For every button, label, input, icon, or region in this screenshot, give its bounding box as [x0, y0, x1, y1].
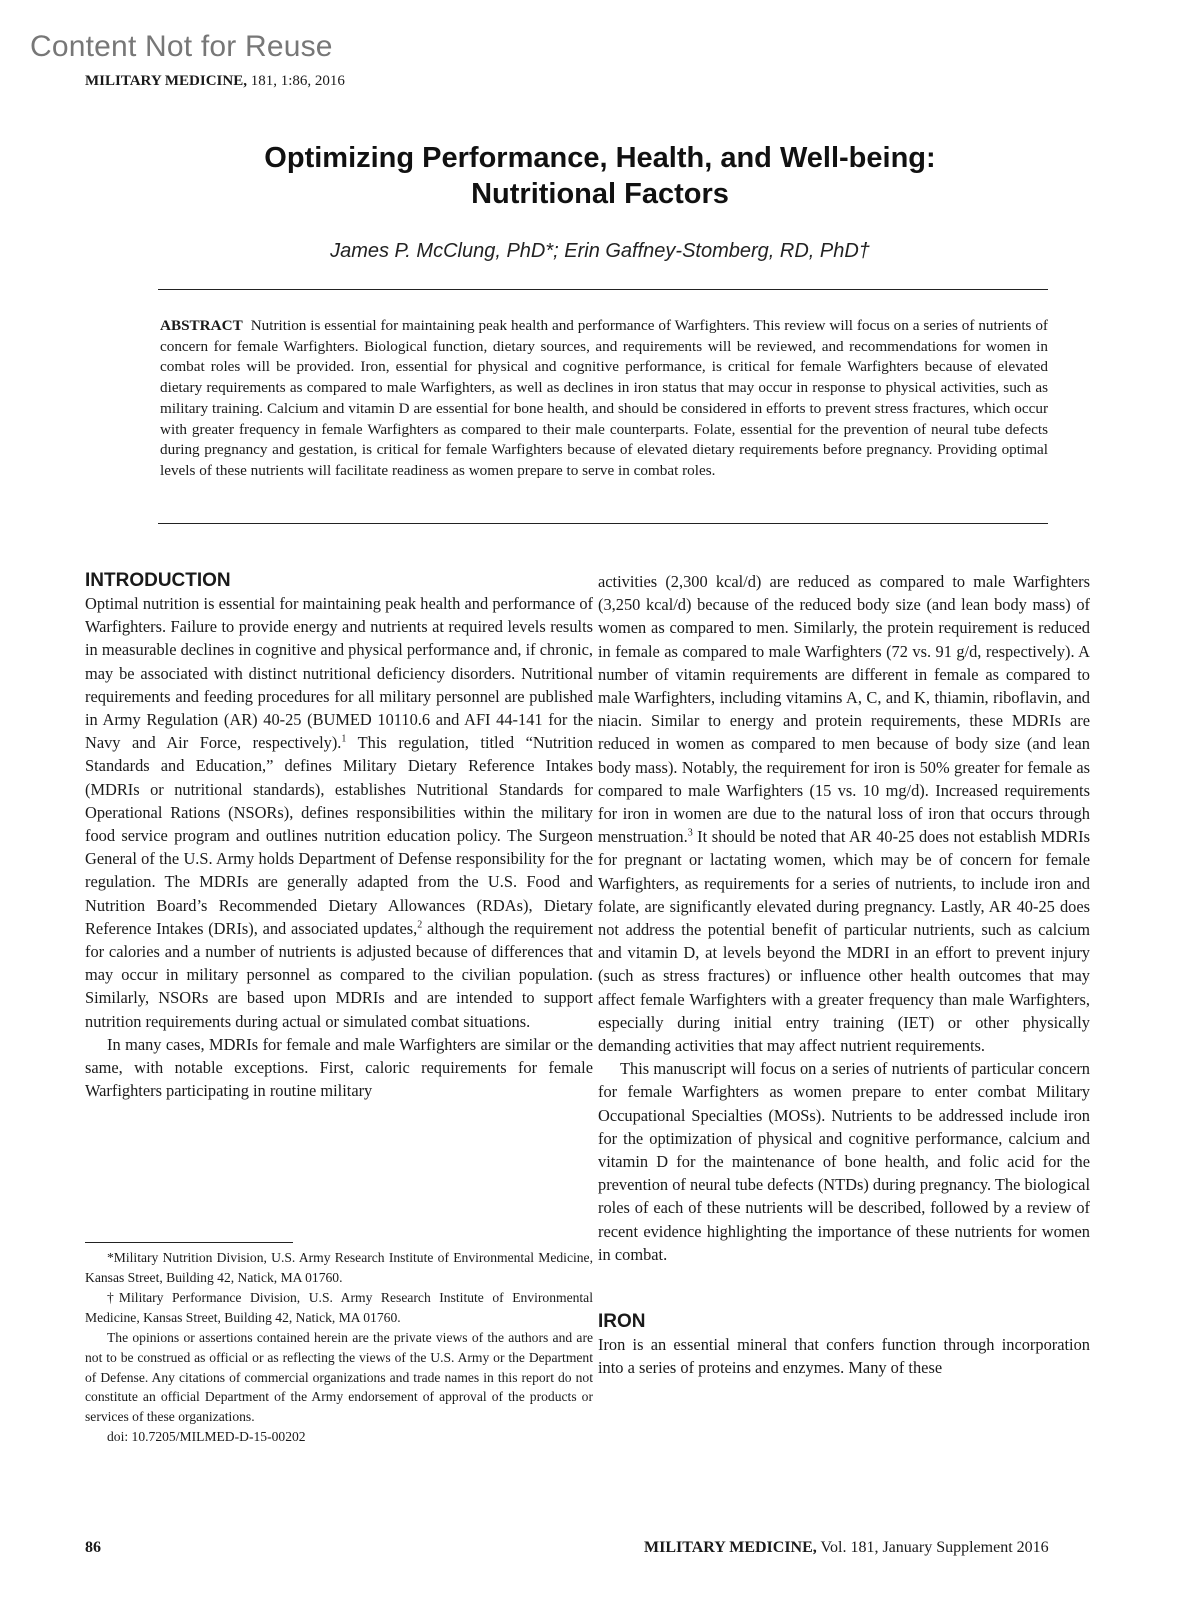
reference-2: 2 — [417, 919, 423, 931]
footer-issue: Vol. 181, January Supplement 2016 — [820, 1539, 1049, 1556]
iron-heading: IRON — [598, 1311, 646, 1333]
journal-name: MILITARY MEDICINE, — [85, 73, 247, 89]
footnotes — [85, 1248, 593, 1448]
journal-citation — [85, 73, 345, 90]
introduction-heading: INTRODUCTION — [85, 570, 231, 591]
page-number: 86 — [85, 1539, 101, 1556]
author-list: James P. McClung, PhD*; Erin Gaffney-Stomberg, RD, PhD† — [330, 240, 870, 262]
left-column — [85, 570, 593, 1102]
abstract — [160, 316, 1048, 482]
abstract-top-rule — [158, 289, 1048, 290]
reference-1: 1 — [341, 733, 347, 745]
abstract-bottom-rule — [158, 523, 1048, 524]
reference-3: 3 — [687, 827, 693, 839]
doi: doi: 10.7205/MILMED-D-15-00202 — [107, 1429, 306, 1445]
right-column — [598, 570, 1090, 1380]
disclaimer-footnote: The opinions or assertions contained herein are the private views of the authors and are not to be construed as official or as reflecting the views of the U.S. Army or the Department of Defense. Any citations of commercial organizations and trade names in this report do not constitute an official Department of the Army endorsement of approval of the products or services of these organizations. — [85, 1330, 593, 1424]
introduction-paragraph-2: In many cases, MDRIs for female and male Warfighters are similar or the same, with notable exceptions. First, caloric requirements for female Warfighters participating in routine military — [85, 1034, 593, 1101]
introduction-paragraph-2-continued: activities (2,300 kcal/d) are reduced as compared to male Warfighters (3,250 kcal/d) because of the reduced body size (and lean body mass) of women as compared to men. Similarly, the protein requirement is reduced in female as compared to male Warfighters (72 vs. 91 g/d, respectively). A number of vitamin requirements are different in female as compared to male Warfighters, including vitamins A, C, and K, thiamin, riboflavin, and niacin. Similar to energy and protein requirements, these MDRIs are reduced in women as compared to men because of body size (and lean body mass). Notably, the requirement for iron is 50% greater for female as compared to male Warfighters (15 vs. 10 mg/d). Increased requirements for iron in women are due to the natural loss of iron that occurs through menstruation.$^3$ It should be noted that AR 40-25 does not establish MDRIs for pregnant or lactating women, which may be of concern for female Warfighters, as requirements for a series of nutrients, to include iron and folate, are significantly elevated during pregnancy. Lastly, AR 40-25 does not address the potential benefit of particular nutrients, such as calcium and vitamin D, at levels beyond the MDRI in an effort to prevent injury (such as stress fractures) or influence other health outcomes that may affect female Warfighters with a greater frequency than male Warfighters, especially during initial entry training (IET) or other physically demanding activities that may affect nutrient requirements. — [598, 572, 1090, 1056]
iron-paragraph-1: Iron is an essential mineral that confers function through incorporation into a series of proteins and enzymes. Many of these — [598, 1335, 1090, 1378]
footnote-rule — [85, 1242, 293, 1243]
watermark: Content Not for Reuse — [30, 30, 333, 63]
article-title — [0, 140, 1200, 212]
abstract-text: Nutrition is essential for maintaining peak health and performance of Warfighters. This review will focus on a series of nutrients of concern for female Warfighters. Biological function, dietary sources, and requirements will be reviewed, and recommendations for women in combat roles will be provided. Iron, essential for physical and cognitive performance, is critical for female Warfighters because of elevated dietary requirements as compared to male Warfighters, as well as declines in iron status that may occur in response to physical activities, such as military training. Calcium and vitamin D are essential for bone health, and should be considered in efforts to prevent stress fractures, which occur with greater frequency in female Warfighters as compared to their male counterparts. Folate, essential for the prevention of neural tube defects during pregnancy and gestation, is critical for female Warfighters because of elevated dietary requirements before pregnancy. Providing optimal levels of these nutrients will facilitate readiness as women prepare to serve in combat roles. — [160, 317, 1048, 479]
introduction-paragraph-3: This manuscript will focus on a series of nutrients of particular concern for female Warfighters as women prepare to enter combat Military Occupational Specialties (MOSs). Nutrients to be addressed include iron for the optimization of physical and cognitive performance, calcium and vitamin D for the maintenance of bone health, and folic acid for the prevention of neural tube defects (NTDs) during pregnancy. The biological roles of each of these nutrients will be described, followed by a review of recent evidence highlighting the importance of these nutrients for women in combat. — [598, 1059, 1091, 1264]
title-line-2: Nutritional Factors — [471, 178, 729, 210]
title-line-1: Optimizing Performance, Health, and Well-being: — [264, 142, 936, 174]
affiliation-footnote-1: *Military Nutrition Division, U.S. Army Research Institute of Environmental Medicine, Kansas Street, Building 42, Natick, MA 01760. — [85, 1250, 593, 1285]
abstract-label: ABSTRACT — [160, 317, 243, 334]
introduction-paragraph-1: Optimal nutrition is essential for maintaining peak health and performance of Warfighters. Failure to provide energy and nutrients at required levels results in measurable declines in cognitive and physical performance and, if chronic, may be associated with distinct nutritional deficiency disorders. Nutritional requirements and feeding procedures for all military personnel are published in Army Regulation (AR) 40-25 (BUMED 10110.6 and AFI 44-141 for the Navy and Air Force, respectively).$^1$ This regulation, titled “Nutrition Standards and Education,” defines Military Dietary Reference Intakes (MDRIs or nutritional standards), establishes Nutritional Standards for Operational Rations (NSORs), defines responsibilities within the military food service program and outlines nutrition education policy. The Surgeon General of the U.S. Army holds Department of Defense responsibility for the regulation. The MDRIs are generally adapted from the U.S. Food and Nutrition Board’s Recommended Dietary Allowances (RDAs), Dietary Reference Intakes (DRIs), and associated updates,$^2$ although the requirement for calories and a number of nutrients is adjusted because of differences that may occur in military personnel as compared to the civilian population. Similarly, NSORs are based upon MDRIs and are intended to support nutrition requirements during actual or simulated combat situations. — [85, 594, 593, 1031]
footer-journal-info — [644, 1539, 1049, 1557]
affiliation-footnote-2: †Military Performance Division, U.S. Army Research Institute of Environmental Medicine, Kansas Street, Building 42, Natick, MA 01760. — [85, 1290, 593, 1325]
footer-journal-name: MILITARY MEDICINE, — [644, 1539, 817, 1556]
citation-info: 181, 1:86, 2016 — [250, 73, 345, 89]
